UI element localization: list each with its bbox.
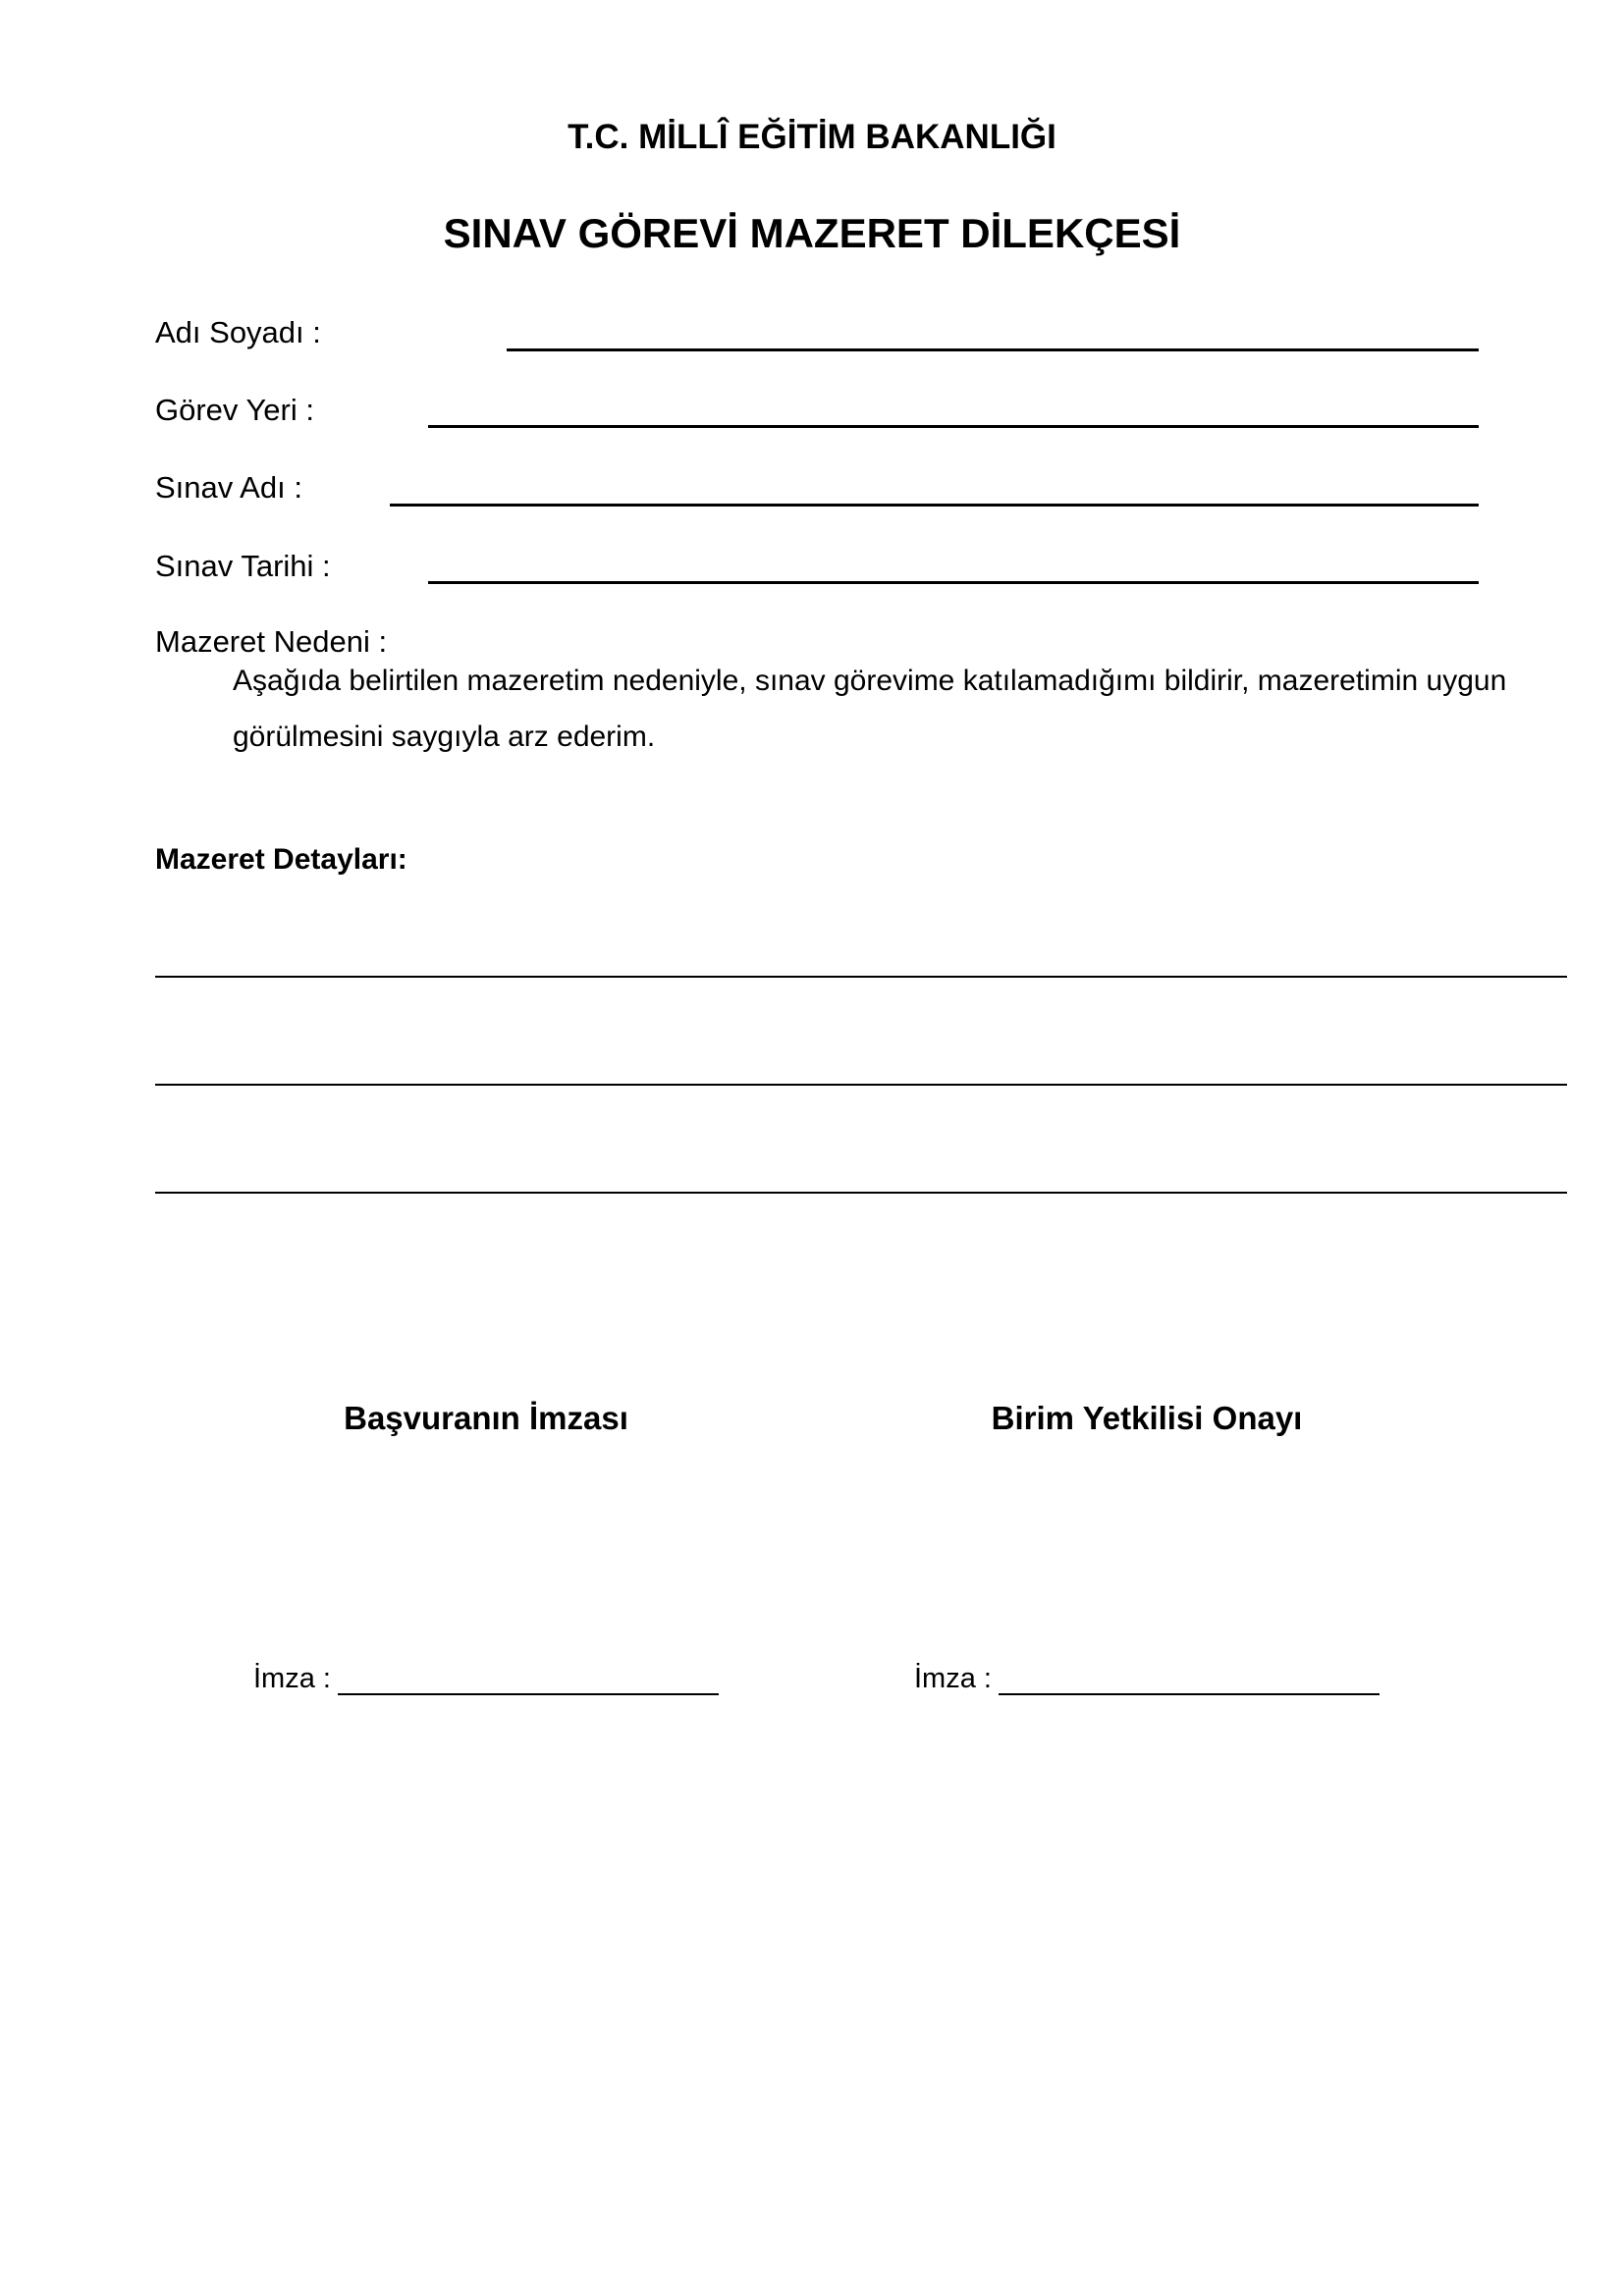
details-line-2[interactable] [155,1084,1567,1086]
field-label-exam-name: Sınav Adı : [155,470,302,505]
applicant-signature-title: Başvuranın İmzası [344,1400,628,1436]
reason-text: Aşağıda belirtilen mazeretim nedeniyle, sınav görevime katılamadığımı bildirir, mazeretimin uygun görülmesini saygıyla arz ederim. [233,665,1507,753]
applicant-signature-field[interactable] [338,1693,719,1695]
field-label-name: Adı Soyadı : [155,315,321,349]
applicant-sign-label: İmza : [253,1663,331,1694]
exam-date-field[interactable] [428,581,1479,584]
authority-approval-title: Birim Yetkilisi Onayı [991,1400,1303,1436]
field-label-duty-place: Görev Yeri : [155,393,314,427]
page-title: SINAV GÖREVİ MAZERET DİLEKÇESİ [443,210,1181,256]
reason-label: Mazeret Nedeni : [155,624,388,659]
authority-sign-label: İmza : [914,1663,992,1694]
ministry-heading: T.C. MİLLÎ EĞİTİM BAKANLIĞI [568,118,1056,156]
duty-place-field[interactable] [428,425,1479,428]
field-label-exam-date: Sınav Tarihi : [155,549,331,583]
details-line-1[interactable] [155,976,1567,978]
details-line-3[interactable] [155,1192,1567,1194]
details-label: Mazeret Detayları: [155,843,407,876]
name-field[interactable] [507,348,1479,351]
authority-signature-field[interactable] [999,1693,1380,1695]
exam-name-field[interactable] [390,504,1479,507]
